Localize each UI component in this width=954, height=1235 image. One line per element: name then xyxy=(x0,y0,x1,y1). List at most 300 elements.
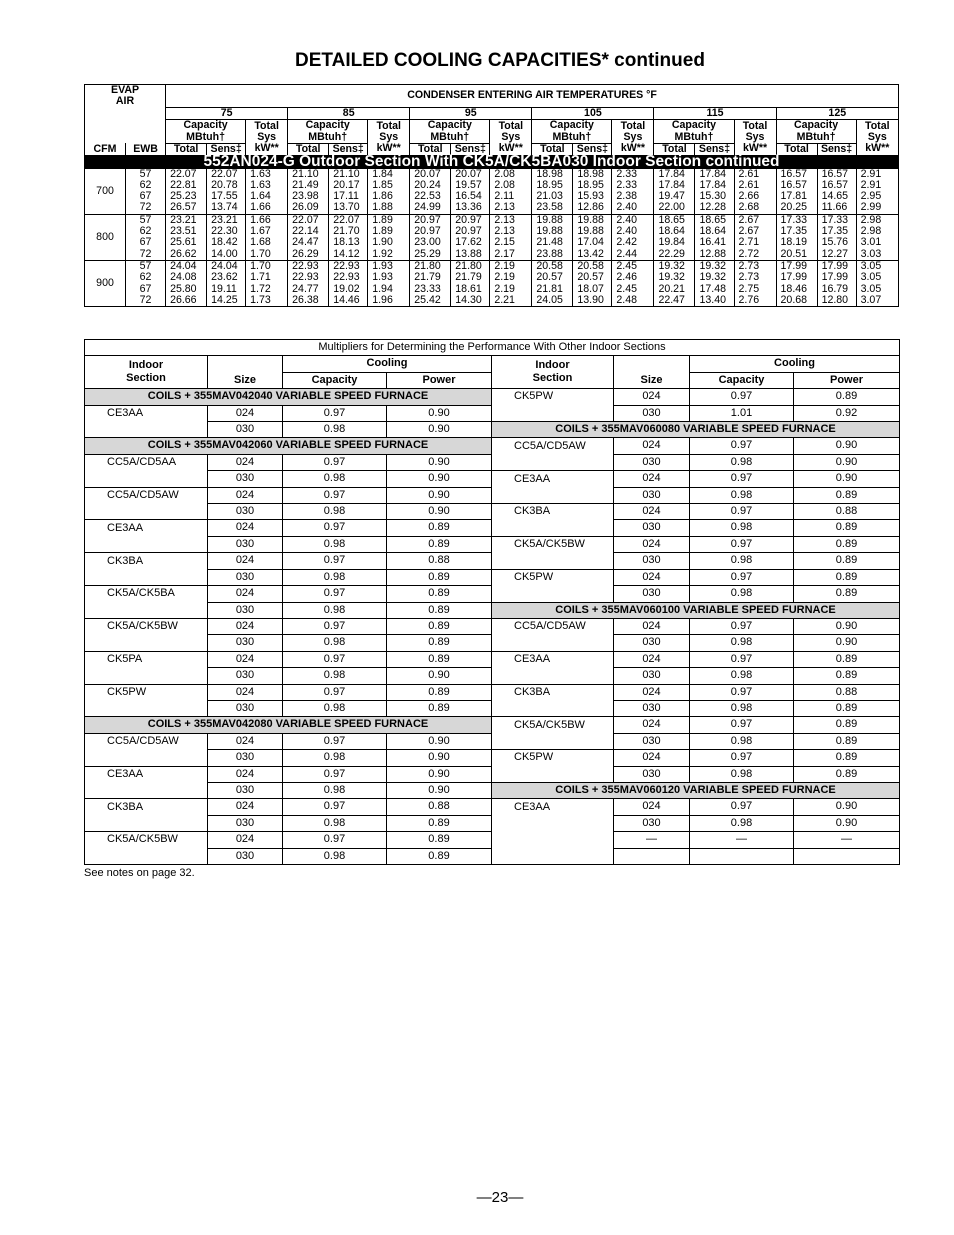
indoor-section-cell: CK5A/CK5BW xyxy=(492,717,614,733)
cooling-header: Cooling xyxy=(283,356,492,372)
capacity-cell: 0.98 xyxy=(690,766,794,782)
capacity-cell: 0.98 xyxy=(283,668,387,684)
table-row xyxy=(85,815,900,831)
indoor-section-cell xyxy=(492,487,614,503)
size-cell: 024 xyxy=(614,569,690,585)
value-cell: 19.88 19.88 17.04 13.42 xyxy=(573,214,612,260)
capacity-cell: 0.98 xyxy=(690,635,794,651)
power-cell: 0.89 xyxy=(794,520,900,536)
power-cell: 0.90 xyxy=(794,454,900,470)
size-cell: 024 xyxy=(614,471,690,487)
size-cell: 024 xyxy=(614,750,690,766)
capacity-cell: 0.97 xyxy=(690,684,794,700)
power-cell: 0.89 xyxy=(794,389,900,405)
size-cell: 024 xyxy=(208,586,283,602)
capacity-cell: 0.98 xyxy=(690,733,794,749)
value-cell: 22.93 22.93 19.02 14.46 xyxy=(329,260,368,306)
sens-header: Sens‡ xyxy=(329,143,368,155)
power-cell: 0.90 xyxy=(387,750,492,766)
total-sys-kw-header: Total Sys kW** xyxy=(246,120,288,156)
power-cell: 0.89 xyxy=(794,651,900,667)
capacity-cell xyxy=(690,848,794,864)
power-cell: 0.89 xyxy=(387,848,492,864)
power-cell: 0.90 xyxy=(794,618,900,634)
indoor-section-cell: CK5A/CK5BW xyxy=(492,536,614,552)
indoor-section-cell xyxy=(85,471,208,487)
cooling-capacity-table xyxy=(84,84,899,307)
value-cell: 1.70 1.71 1.72 1.73 xyxy=(246,260,288,306)
indoor-section-cell: CK5A/CK5BW xyxy=(85,832,208,848)
size-cell: 030 xyxy=(208,536,283,552)
capacity-cell: 0.97 xyxy=(690,750,794,766)
capacity-cell: 0.97 xyxy=(283,405,387,421)
table-row xyxy=(85,684,900,700)
power-cell: 0.89 xyxy=(794,536,900,552)
furnace-group-header: COILS + 355MAV042080 VARIABLE SPEED FURNACE xyxy=(85,717,492,733)
capacity-cell: 0.98 xyxy=(283,700,387,716)
size-cell: 024 xyxy=(208,832,283,848)
size-cell: 030 xyxy=(614,454,690,470)
indoor-section-cell xyxy=(85,504,208,520)
power-cell: 0.90 xyxy=(387,504,492,520)
value-cell: 18.98 18.95 21.03 23.58 xyxy=(532,168,573,214)
power-cell: 0.90 xyxy=(387,782,492,798)
table-row xyxy=(85,422,900,438)
power-cell: 0.89 xyxy=(387,815,492,831)
value-cell: 19.32 19.32 20.21 22.47 xyxy=(654,260,695,306)
power-cell: 0.90 xyxy=(387,668,492,684)
value-cell: 1.63 1.63 1.64 1.66 xyxy=(246,168,288,214)
table-row xyxy=(85,635,900,651)
sens-header: Sens‡ xyxy=(207,143,246,155)
indoor-section-cell xyxy=(85,602,208,618)
capacity-cell: 0.98 xyxy=(690,586,794,602)
table-row xyxy=(85,750,900,766)
size-cell: 024 xyxy=(614,618,690,634)
total-sys-kw-header: Total Sys kW** xyxy=(734,120,776,156)
size-cell: 030 xyxy=(614,733,690,749)
power-cell: 0.90 xyxy=(387,422,492,438)
value-cell: 20.97 20.97 17.62 13.88 xyxy=(451,214,490,260)
indoor-section-cell xyxy=(85,815,208,831)
furnace-group-header: COILS + 355MAV060120 VARIABLE SPEED FURNACE xyxy=(492,782,900,798)
value-cell: 1.93 1.93 1.94 1.96 xyxy=(368,260,410,306)
table-row xyxy=(85,504,900,520)
indoor-section-cell xyxy=(85,668,208,684)
indoor-section-cell xyxy=(492,586,614,602)
power-cell: 0.92 xyxy=(794,405,900,421)
size-cell: 024 xyxy=(208,405,283,421)
capacity-cell: 0.97 xyxy=(690,438,794,454)
table-row xyxy=(85,487,900,503)
capacity-header: Capacity xyxy=(283,372,387,388)
furnace-group-header: COILS + 355MAV042060 VARIABLE SPEED FURNACE xyxy=(85,438,492,454)
indoor-section-cell: CK5A/CK5BW xyxy=(85,618,208,634)
sens-header: Sens‡ xyxy=(817,143,856,155)
table-row xyxy=(85,405,900,421)
table-row xyxy=(85,602,900,618)
value-cell: 19.32 19.32 17.48 13.40 xyxy=(695,260,734,306)
table-row xyxy=(85,520,900,536)
capacity-cell: 0.97 xyxy=(690,799,794,815)
ewb-cell: 57 62 67 72 xyxy=(126,168,166,214)
value-cell: 22.07 21.70 18.13 14.12 xyxy=(329,214,368,260)
indoor-section-cell: CK3BA xyxy=(85,553,208,569)
power-cell: 0.90 xyxy=(794,438,900,454)
power-cell: 0.89 xyxy=(794,717,900,733)
power-cell: 0.89 xyxy=(387,602,492,618)
size-cell: 030 xyxy=(208,782,283,798)
value-cell: 18.98 18.95 15.93 12.86 xyxy=(573,168,612,214)
size-cell: 024 xyxy=(614,717,690,733)
table-row xyxy=(85,569,900,585)
value-cell: 21.80 21.79 23.33 25.42 xyxy=(410,260,451,306)
table-row xyxy=(85,766,900,782)
indoor-section-cell: CC5A/CD5AW xyxy=(85,733,208,749)
temp-125: 125 xyxy=(776,108,898,120)
value-cell: 17.99 17.99 16.79 12.80 xyxy=(817,260,856,306)
capacity-cell: 0.98 xyxy=(283,782,387,798)
value-cell: 23.21 23.51 25.61 26.62 xyxy=(166,214,207,260)
indoor-section-cell xyxy=(492,848,614,864)
size-cell: 030 xyxy=(208,668,283,684)
size-cell: 030 xyxy=(208,848,283,864)
power-cell: 0.90 xyxy=(794,815,900,831)
table-row xyxy=(85,651,900,667)
value-cell: 2.19 2.19 2.19 2.21 xyxy=(490,260,532,306)
indoor-section-cell: CK3BA xyxy=(492,684,614,700)
capacity-cell: — xyxy=(690,832,794,848)
capacity-header: Capacity MBtuh† xyxy=(776,120,856,144)
value-cell: 2.33 2.33 2.38 2.40 xyxy=(612,168,654,214)
size-cell: 030 xyxy=(208,635,283,651)
size-cell: 030 xyxy=(208,750,283,766)
capacity-cell: 0.98 xyxy=(690,815,794,831)
size-cell: 030 xyxy=(208,504,283,520)
table-row xyxy=(85,438,900,454)
indoor-section-cell: CK5PW xyxy=(85,684,208,700)
power-header: Power xyxy=(794,372,900,388)
indoor-section-cell xyxy=(85,569,208,585)
power-cell: 0.89 xyxy=(387,520,492,536)
indoor-section-cell xyxy=(85,422,208,438)
condenser-temp-header: CONDENSER ENTERING AIR TEMPERATURES °F xyxy=(166,85,899,108)
indoor-section-cell: CE3AA xyxy=(492,471,614,487)
capacity-cell: 0.97 xyxy=(690,389,794,405)
power-cell: 0.90 xyxy=(794,635,900,651)
capacity-cell: 0.97 xyxy=(283,487,387,503)
indoor-section-cell xyxy=(492,766,614,782)
indoor-section-cell: CC5A/CD5AW xyxy=(85,487,208,503)
value-cell: 1.89 1.89 1.90 1.92 xyxy=(368,214,410,260)
size-cell: 024 xyxy=(208,618,283,634)
size-cell: 030 xyxy=(208,422,283,438)
power-cell: 0.89 xyxy=(387,618,492,634)
power-cell: 0.90 xyxy=(387,405,492,421)
furnace-group-header: COILS + 355MAV060080 VARIABLE SPEED FURNACE xyxy=(492,422,900,438)
value-cell: 20.07 20.24 22.53 24.99 xyxy=(410,168,451,214)
power-cell: 0.89 xyxy=(387,832,492,848)
value-cell: 2.98 2.98 3.01 3.03 xyxy=(856,214,898,260)
furnace-group-header: COILS + 355MAV060100 VARIABLE SPEED FURNACE xyxy=(492,602,900,618)
capacity-cell: 0.98 xyxy=(283,536,387,552)
evap-air-spacer xyxy=(85,120,166,144)
total-header: Total xyxy=(166,143,207,155)
furnace-group-header: COILS + 355MAV042040 VARIABLE SPEED FURNACE xyxy=(85,389,492,405)
indoor-section-cell xyxy=(492,454,614,470)
capacity-cell: 0.97 xyxy=(690,618,794,634)
total-header: Total xyxy=(288,143,329,155)
capacity-cell: 0.98 xyxy=(283,602,387,618)
capacity-cell: 0.97 xyxy=(283,618,387,634)
size-cell: 030 xyxy=(208,471,283,487)
indoor-section-header: Indoor Section xyxy=(85,356,208,389)
power-cell: 0.90 xyxy=(387,454,492,470)
capacity-cell: 0.97 xyxy=(283,684,387,700)
power-cell: 0.89 xyxy=(387,569,492,585)
size-cell: 024 xyxy=(208,651,283,667)
size-cell: 024 xyxy=(614,651,690,667)
value-cell: 16.57 16.57 17.81 20.25 xyxy=(776,168,817,214)
value-cell: 20.58 20.57 21.81 24.05 xyxy=(532,260,573,306)
value-cell: 22.07 22.81 25.23 26.57 xyxy=(166,168,207,214)
size-cell: 024 xyxy=(208,733,283,749)
indoor-section-cell: CE3AA xyxy=(85,520,208,536)
value-cell: 19.88 19.88 21.48 23.88 xyxy=(532,214,573,260)
indoor-section-cell: CK3BA xyxy=(492,504,614,520)
indoor-section-cell: CK5PW xyxy=(492,569,614,585)
size-cell: 030 xyxy=(208,700,283,716)
power-cell xyxy=(794,848,900,864)
indoor-section-cell: CE3AA xyxy=(492,799,614,815)
power-cell: 0.89 xyxy=(387,635,492,651)
total-sys-kw-header: Total Sys kW** xyxy=(490,120,532,156)
power-cell: 0.88 xyxy=(387,799,492,815)
table-row xyxy=(85,471,900,487)
table-row xyxy=(85,536,900,552)
size-cell: 024 xyxy=(208,684,283,700)
total-sys-kw-header: Total Sys kW** xyxy=(368,120,410,156)
indoor-section-cell xyxy=(492,700,614,716)
capacity-cell: 0.97 xyxy=(283,799,387,815)
indoor-section-cell xyxy=(492,733,614,749)
value-cell: 3.05 3.05 3.05 3.07 xyxy=(856,260,898,306)
power-cell: 0.89 xyxy=(794,700,900,716)
capacity-header: Capacity MBtuh† xyxy=(654,120,734,144)
temp-115: 115 xyxy=(654,108,776,120)
value-cell: 18.65 18.64 16.41 12.88 xyxy=(695,214,734,260)
indoor-section-cell: CK5PA xyxy=(85,651,208,667)
indoor-section-cell xyxy=(85,700,208,716)
power-cell: 0.89 xyxy=(794,569,900,585)
size-cell: 024 xyxy=(614,684,690,700)
page-title: DETAILED COOLING CAPACITIES* continued xyxy=(295,50,705,71)
cfm-cell: 800 xyxy=(85,214,126,260)
indoor-section-cell xyxy=(492,668,614,684)
indoor-section-cell: CK5A/CK5BA xyxy=(85,586,208,602)
table-row xyxy=(85,214,899,260)
power-cell: 0.90 xyxy=(794,799,900,815)
size-cell: 030 xyxy=(208,569,283,585)
indoor-section-cell xyxy=(492,635,614,651)
capacity-cell: 0.97 xyxy=(283,520,387,536)
capacity-cell: 0.98 xyxy=(283,569,387,585)
capacity-cell: 0.97 xyxy=(690,651,794,667)
size-cell: 030 xyxy=(614,635,690,651)
capacity-cell: 0.97 xyxy=(283,586,387,602)
sens-header: Sens‡ xyxy=(695,143,734,155)
power-cell: 0.89 xyxy=(794,553,900,569)
value-cell: 24.04 23.62 19.11 14.25 xyxy=(207,260,246,306)
capacity-cell: 0.98 xyxy=(283,422,387,438)
size-cell: 030 xyxy=(614,815,690,831)
capacity-cell: 0.97 xyxy=(690,504,794,520)
power-cell: 0.89 xyxy=(387,651,492,667)
power-cell: 0.89 xyxy=(794,487,900,503)
capacity-cell: 0.98 xyxy=(283,848,387,864)
size-cell: 024 xyxy=(614,504,690,520)
size-cell: 024 xyxy=(614,536,690,552)
power-cell: 0.90 xyxy=(794,471,900,487)
value-cell: 17.33 17.35 15.76 12.27 xyxy=(817,214,856,260)
capacity-header: Capacity MBtuh† xyxy=(410,120,490,144)
power-cell: 0.88 xyxy=(387,553,492,569)
value-cell: 22.07 20.78 17.55 13.74 xyxy=(207,168,246,214)
value-cell: 2.73 2.73 2.75 2.76 xyxy=(734,260,776,306)
value-cell: 22.07 22.14 24.47 26.29 xyxy=(288,214,329,260)
value-cell: 20.07 19.57 16.54 13.36 xyxy=(451,168,490,214)
capacity-cell: 0.97 xyxy=(283,651,387,667)
indoor-section-cell xyxy=(492,405,614,421)
size-cell: 030 xyxy=(614,553,690,569)
table-row xyxy=(85,586,900,602)
table-row xyxy=(85,389,900,405)
power-cell: 0.90 xyxy=(387,471,492,487)
power-cell: 0.89 xyxy=(794,750,900,766)
value-cell: 2.13 2.13 2.15 2.17 xyxy=(490,214,532,260)
cfm-cell: 700 xyxy=(85,168,126,214)
capacity-cell: 0.97 xyxy=(690,536,794,552)
total-header: Total xyxy=(776,143,817,155)
indoor-section-cell: CC5A/CD5AA xyxy=(85,454,208,470)
capacity-cell: 0.98 xyxy=(283,471,387,487)
power-cell: 0.89 xyxy=(387,700,492,716)
section-title-bar: 552AN024-G Outdoor Section With CK5A/CK5BA030 Indoor Section continued xyxy=(85,156,899,168)
value-cell: 1.84 1.85 1.86 1.88 xyxy=(368,168,410,214)
table-row xyxy=(85,618,900,634)
indoor-section-cell xyxy=(492,815,614,831)
power-cell: 0.89 xyxy=(794,586,900,602)
capacity-cell: 0.98 xyxy=(690,520,794,536)
size-cell: 030 xyxy=(614,586,690,602)
total-header: Total xyxy=(410,143,451,155)
value-cell: 20.97 20.97 23.00 25.29 xyxy=(410,214,451,260)
capacity-header: Capacity MBtuh† xyxy=(166,120,246,144)
size-cell: 024 xyxy=(208,799,283,815)
value-cell: 23.21 22.30 18.42 14.00 xyxy=(207,214,246,260)
table-row xyxy=(85,260,899,306)
size-cell: 030 xyxy=(614,700,690,716)
value-cell: 1.66 1.67 1.68 1.70 xyxy=(246,214,288,260)
indoor-section-cell xyxy=(85,782,208,798)
indoor-section-cell xyxy=(85,750,208,766)
temp-105: 105 xyxy=(532,108,654,120)
value-cell: 17.84 17.84 15.30 12.28 xyxy=(695,168,734,214)
power-cell: — xyxy=(794,832,900,848)
sens-header: Sens‡ xyxy=(451,143,490,155)
cfm-header: CFM xyxy=(85,143,126,155)
size-cell: 024 xyxy=(614,438,690,454)
indoor-section-cell xyxy=(492,832,614,848)
size-cell: 024 xyxy=(208,766,283,782)
size-header: Size xyxy=(208,356,283,389)
power-cell: 0.90 xyxy=(387,733,492,749)
indoor-section-cell: CE3AA xyxy=(492,651,614,667)
temp-95: 95 xyxy=(410,108,532,120)
power-cell: 0.89 xyxy=(794,733,900,749)
total-header: Total xyxy=(654,143,695,155)
total-sys-kw-header: Total Sys kW** xyxy=(612,120,654,156)
table-row xyxy=(85,782,900,798)
capacity-cell: 0.98 xyxy=(690,553,794,569)
indoor-section-cell: CK5PW xyxy=(492,389,614,405)
table-row xyxy=(85,848,900,864)
capacity-cell: 0.98 xyxy=(690,668,794,684)
table-row xyxy=(85,733,900,749)
multiplier-title: Multipliers for Determining the Performance With Other Indoor Sections xyxy=(85,340,900,356)
power-cell: 0.89 xyxy=(387,586,492,602)
footnote: See notes on page 32. xyxy=(84,867,195,879)
capacity-header: Capacity MBtuh† xyxy=(532,120,612,144)
table-row xyxy=(85,799,900,815)
indoor-section-cell xyxy=(85,635,208,651)
capacity-cell: 0.97 xyxy=(283,553,387,569)
indoor-section-cell xyxy=(492,520,614,536)
size-cell: 024 xyxy=(208,487,283,503)
value-cell: 18.65 18.64 19.84 22.29 xyxy=(654,214,695,260)
size-cell: 030 xyxy=(208,815,283,831)
value-cell: 20.58 20.57 18.07 13.90 xyxy=(573,260,612,306)
table-row xyxy=(85,553,900,569)
capacity-cell: 0.98 xyxy=(283,750,387,766)
value-cell: 2.40 2.40 2.42 2.44 xyxy=(612,214,654,260)
power-cell: 0.89 xyxy=(794,766,900,782)
value-cell: 17.33 17.35 18.19 20.51 xyxy=(776,214,817,260)
multiplier-table xyxy=(84,339,900,865)
capacity-cell: 0.98 xyxy=(283,815,387,831)
size-header: Size xyxy=(614,356,690,389)
indoor-section-cell: CE3AA xyxy=(85,766,208,782)
capacity-cell: 0.98 xyxy=(690,454,794,470)
size-cell: 030 xyxy=(614,668,690,684)
indoor-section-cell: CC5A/CD5AW xyxy=(492,618,614,634)
table-row xyxy=(85,454,900,470)
power-cell: 0.89 xyxy=(387,536,492,552)
power-cell: 0.89 xyxy=(387,684,492,700)
indoor-section-cell xyxy=(492,553,614,569)
capacity-cell: 0.97 xyxy=(283,454,387,470)
cooling-header: Cooling xyxy=(690,356,900,372)
capacity-cell: 0.98 xyxy=(690,700,794,716)
ewb-cell: 57 62 67 72 xyxy=(126,214,166,260)
value-cell: 2.45 2.46 2.45 2.48 xyxy=(612,260,654,306)
size-cell: 024 xyxy=(208,454,283,470)
page-number: —23— xyxy=(476,1189,524,1206)
indoor-section-cell: CK5PW xyxy=(492,750,614,766)
sens-header: Sens‡ xyxy=(573,143,612,155)
capacity-cell: 0.97 xyxy=(690,569,794,585)
size-cell: 030 xyxy=(614,487,690,503)
